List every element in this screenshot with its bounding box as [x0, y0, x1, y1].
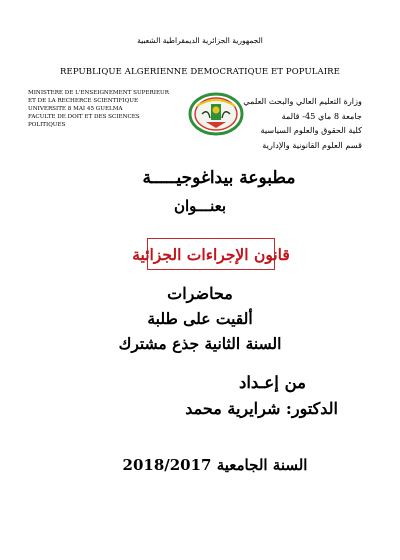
audience-label: ألقيت على طلبة — [147, 309, 253, 328]
document-title: قانون الإجراءات الجزائية — [132, 244, 290, 264]
title-box — [132, 238, 290, 270]
institution-ar-line: قسم العلوم القانونية والإدارية — [262, 139, 362, 150]
institution-ar-line: جامعة 8 ماي 45- قالمة — [281, 110, 362, 121]
author-name: الدكتور: شرايرية محمد — [185, 399, 338, 418]
institution-french-block — [28, 89, 178, 129]
institution-fr-line: ET DE LA RECHERCE SCIENTIFIQUE — [28, 98, 139, 104]
institution-fr-line: MINISTERE DE L'ENSEIGNEMENT SUPERIEUR — [28, 90, 169, 96]
institution-fr-line: UNIVERSITE 8 MAI 45 GUELMA — [28, 106, 123, 112]
document-type-label: مطبوعة بيداغوجيـــــة — [142, 168, 296, 188]
institution-arabic-block — [212, 94, 362, 152]
institution-fr-line: FACULTE DE DOIT ET DES SCIENCES — [28, 114, 140, 120]
institution-fr-line: POLITIQUES — [28, 122, 66, 128]
prepared-by-label: من إعـداد — [239, 373, 306, 392]
level-label: السنة الثانية جذع مشترك — [118, 334, 282, 353]
institution-ar-line: وزارة التعليم العالي والبحث العلمي — [243, 96, 362, 106]
title-intro: بعنـــوان — [173, 197, 227, 215]
academic-year: السنة الجامعية 2018/2017 — [122, 456, 308, 474]
institution-ar-line: كلية الحقوق والعلوم السياسية — [260, 125, 362, 135]
french-republic-header: REPUBLIQUE ALGERIENNE DEMOCRATIQUE ET POPULAIRE — [60, 67, 340, 77]
lectures-label: محاضرات — [167, 284, 233, 303]
arabic-republic-header: الجمهورية الجزائرية الديمقراطية الشعبية — [137, 36, 263, 45]
